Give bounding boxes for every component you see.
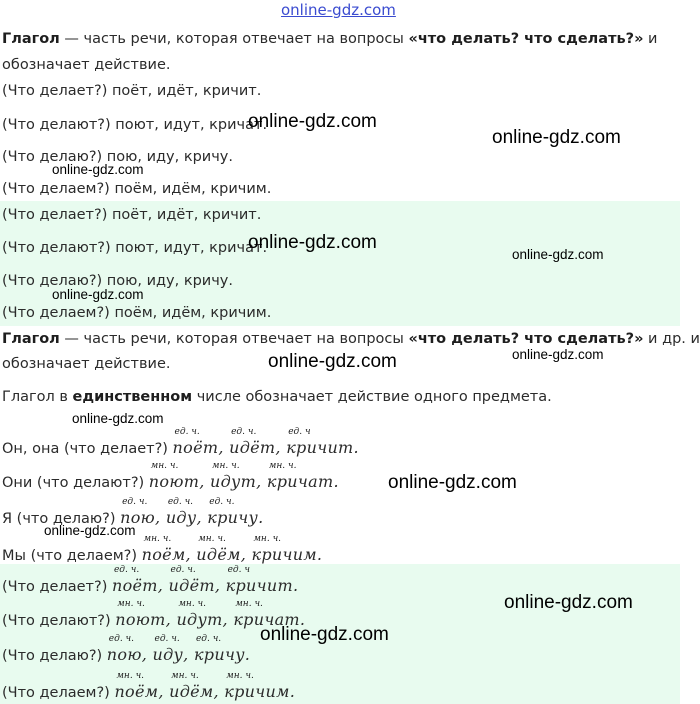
handwritten-row: (Что делает?) ед. ч. поёт, ед. ч. идёт, ед. ч кричит.: [2, 565, 299, 595]
verb-word: мн. ч. кричим: [251, 534, 317, 564]
list1-item: (Что делаю?) пою, иду, кричу.: [2, 149, 233, 165]
watermark: online-gdz.com: [512, 347, 604, 362]
row-question: (Что делает?): [2, 579, 112, 595]
number-mark: ед. ч.: [195, 634, 222, 644]
row-question: Я (что делаю?): [2, 511, 121, 527]
verb-word: мн. ч. кричат: [266, 461, 334, 491]
definition-line-1: [2, 31, 657, 47]
number-mark: мн. ч.: [143, 534, 172, 544]
row-question: Он, она (что делает?): [2, 441, 173, 457]
number-mark: ед. ч: [288, 427, 311, 437]
number-mark: ед. ч.: [113, 565, 140, 575]
questions-bold: «что делать? что сделать?»: [408, 331, 644, 347]
rule-text-tail: числе обозначает действие одного предмета.: [192, 389, 552, 405]
watermark: online-gdz.com: [52, 162, 144, 177]
verb-word: мн. ч. идём: [169, 671, 214, 701]
rule-bold: единственном: [72, 389, 193, 405]
definition-text: — часть речи, которая отвечает на вопросы: [59, 31, 409, 47]
verb-word: ед. ч кричит: [225, 565, 293, 595]
watermark: online-gdz.com: [72, 411, 164, 426]
number-mark: мн. ч.: [116, 671, 145, 681]
number-mark: ед. ч.: [167, 497, 194, 507]
verb-word: мн. ч. поют: [115, 599, 166, 629]
handwritten-row: Они (что делают?) мн. ч. поют, мн. ч. идут, мн. ч. кричат.: [2, 461, 339, 491]
row-question: (Что делаю?): [2, 648, 107, 664]
watermark: online-gdz.com: [44, 523, 136, 538]
verb-word: мн. ч. идут: [209, 461, 257, 491]
number-mark: мн. ч.: [178, 599, 207, 609]
number-mark: мн. ч.: [198, 534, 226, 544]
number-mark: ед. ч.: [122, 497, 148, 507]
watermark: online-gdz.com: [260, 624, 389, 645]
number-mark: мн. ч.: [268, 461, 297, 471]
number-mark: мн. ч.: [235, 599, 263, 609]
verb-word: мн. ч. идут: [176, 599, 223, 629]
verb-word: ед. ч. иду: [165, 497, 197, 527]
verb-word: ед. ч. пою: [106, 634, 142, 664]
row-question: (Что делаем?): [2, 685, 115, 701]
singular-rule: [2, 389, 552, 405]
list2-item: (Что делаю?) пою, иду, кричу.: [2, 273, 233, 289]
verb-word: ед. ч. идёт: [229, 427, 276, 457]
number-mark: мн. ч.: [253, 534, 282, 544]
list1-item: (Что делаем?) поём, идём, кричим.: [2, 181, 272, 197]
handwritten-row: (Что делаем?) мн. ч. поём, мн. ч. идём, мн. ч. кричим.: [2, 671, 296, 701]
verb-word: ед. ч. поёт: [172, 427, 219, 457]
handwritten-row: (Что делают?) мн. ч. поют, мн. ч. идут, мн. ч. кричат.: [2, 599, 306, 629]
number-mark: мн. ч.: [171, 671, 199, 681]
watermark: online-gdz.com: [504, 592, 633, 613]
number-mark: мн. ч.: [150, 461, 179, 471]
number-mark: ед. ч.: [170, 565, 196, 575]
handwritten-row: Я (что делаю?) ед. ч. пою, ед. ч. иду, ед. ч. кричу.: [2, 497, 264, 527]
verb-word: мн. ч. поём: [141, 534, 186, 564]
handwritten-row: Мы (что делаем?) мн. ч. поём, мн. ч. идём, мн. ч. кричим.: [2, 534, 323, 564]
list1-item: (Что делает?) поёт, идёт, кричит.: [2, 83, 262, 99]
verb-word: ед. ч. поёт: [111, 565, 158, 595]
number-mark: ед. ч.: [209, 497, 235, 507]
verb-word: мн. ч. кричат: [233, 599, 300, 629]
row-question: (Что делают?): [2, 613, 116, 629]
watermark: online-gdz.com: [388, 472, 517, 493]
list1-item: (Что делают?) поют, идут, кричат.: [2, 117, 268, 133]
questions-bold: «что делать? что сделать?»: [408, 31, 644, 47]
definition2-line-2: обозначает действие.: [2, 356, 171, 372]
handwritten-row: (Что делаю?) ед. ч. пою, ед. ч. иду, ед. ч. кричу.: [2, 634, 251, 664]
number-mark: мн. ч.: [226, 671, 254, 681]
list2-item: (Что делает?) поёт, идёт, кричит.: [2, 207, 262, 223]
verb-word: ед. ч. идёт: [168, 565, 215, 595]
list2-item: (Что делаем?) поём, идём, кричим.: [2, 305, 272, 321]
number-mark: мн. ч.: [117, 599, 145, 609]
list2-item: (Что делают?) поют, идут, кричат.: [2, 240, 268, 256]
watermark-top[interactable]: online-gdz.com: [281, 1, 396, 19]
verb-word: ед. ч. пою: [120, 497, 156, 527]
rule-text: Глагол в: [2, 389, 73, 405]
number-mark: ед. ч: [227, 565, 250, 575]
verb-word: ед. ч кричит: [286, 427, 354, 457]
number-mark: ед. ч.: [174, 427, 200, 437]
number-mark: мн. ч.: [211, 461, 240, 471]
definition-tail: и: [643, 31, 658, 47]
row-question: Мы (что делаем?): [2, 548, 142, 564]
verb-word: мн. ч. кричим: [224, 671, 290, 701]
definition-line-2: обозначает действие.: [2, 57, 171, 73]
watermark: online-gdz.com: [52, 287, 144, 302]
number-mark: ед. ч.: [154, 634, 180, 644]
row-question: Они (что делают?): [2, 475, 149, 491]
verb-word: ед. ч. кричу: [207, 497, 259, 527]
verb-word: мн. ч. поём: [114, 671, 159, 701]
verb-word: мн. ч. поют: [148, 461, 200, 491]
watermark: online-gdz.com: [248, 111, 377, 132]
number-mark: ед. ч.: [108, 634, 135, 644]
verb-word: ед. ч. кричу: [193, 634, 245, 664]
watermark: online-gdz.com: [492, 127, 621, 148]
number-mark: ед. ч.: [231, 427, 257, 437]
handwritten-row: Он, она (что делает?) ед. ч. поёт, ед. ч. идёт, ед. ч кричит.: [2, 427, 359, 457]
term-verb: Глагол: [2, 331, 60, 347]
watermark: online-gdz.com: [268, 351, 397, 372]
definition-tail: и др. и: [643, 331, 700, 347]
watermark: online-gdz.com: [512, 247, 604, 262]
verb-word: ед. ч. иду: [152, 634, 184, 664]
watermark: online-gdz.com: [248, 232, 377, 253]
definition2-line-1: [2, 331, 700, 347]
verb-word: мн. ч. идём: [196, 534, 241, 564]
definition-text: — часть речи, которая отвечает на вопросы: [59, 331, 409, 347]
term-verb: Глагол: [2, 31, 60, 47]
